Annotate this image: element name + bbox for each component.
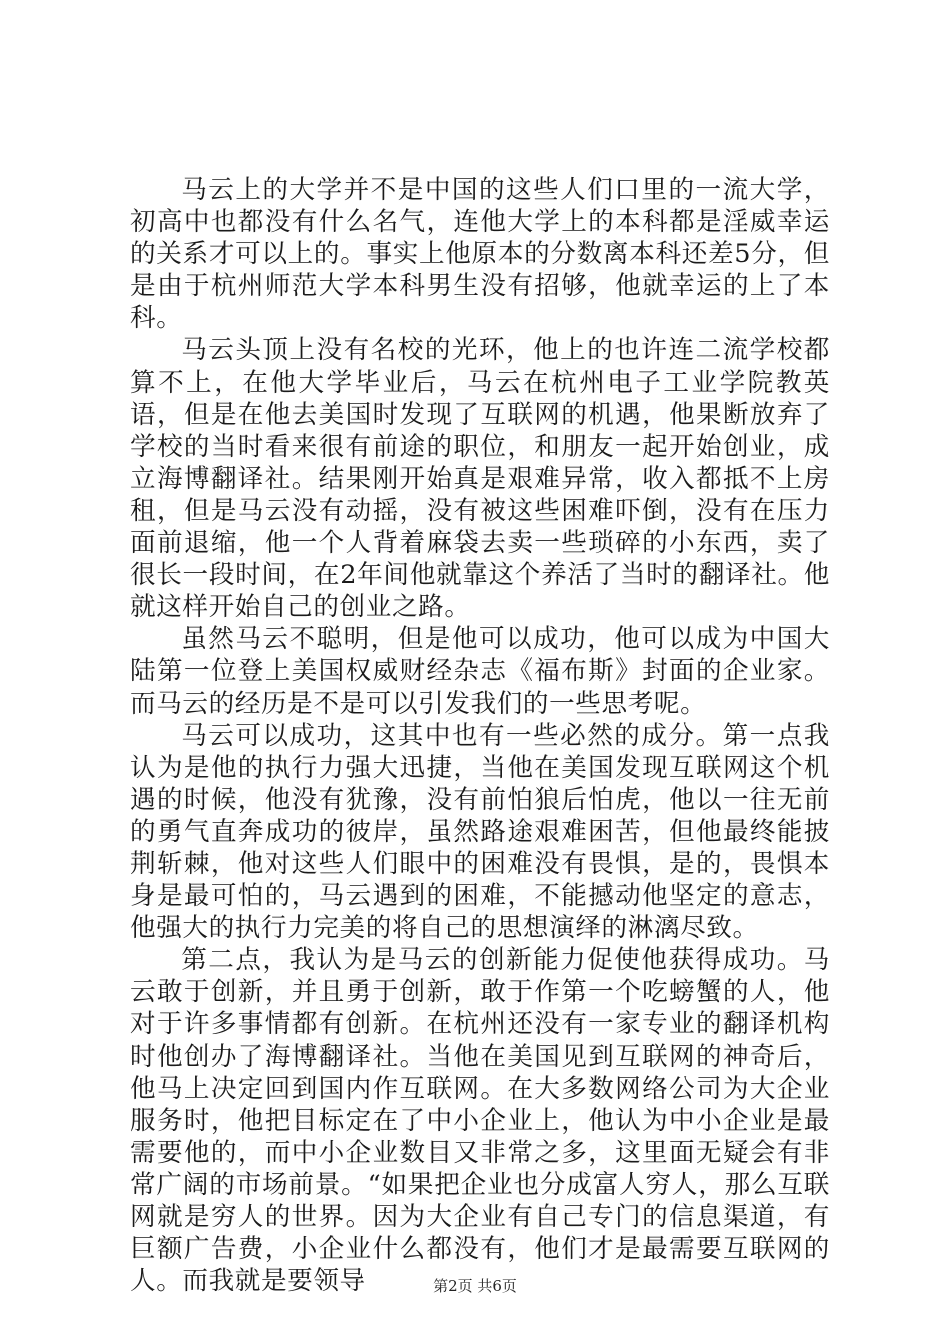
paragraph-5: 第二点，我认为是马云的创新能力促使他获得成功。马云敢于创新，并且勇于创新，敢于作第一个吃螃蟹的人，他对于许多事情都有创新。在杭州还没有一家专业的翻译机构时他创办了海博翻译社。当他在美国见到互联网的神奇后，他马上决定回到国内作互联网。在大多数网络公司为大企业服务时，他把目标定在了中小企业上，他认为中小企业是最需要他的，而中小企业数目又非常之多，这里面无疑会有非常广阔的市场前景。“如果把企业也分成富人穷人，那么互联网就是穷人的世界。因为大企业有自己专门的信息渠道，有巨额广告费，小企业什么都没有，他们才是最需要互联网的人。而我就是要领导 — [130, 945, 830, 1297]
paragraph-2: 马云头顶上没有名校的光环，他上的也许连二流学校都算不上，在他大学毕业后，马云在杭州电子工业学院教英语，但是在他去美国时发现了互联网的机遇，他果断放弃了学校的当时看来很有前途的职位，和朋友一起开始创业，成立海博翻译社。结果刚开始真是艰难异常，收入都抵不上房租，但是马云没有动摇，没有被这些困难吓倒，没有在压力面前退缩，他一个人背着麻袋去卖一些琐碎的小东西，卖了很长一段时间，在2年间他就靠这个养活了当时的翻译社。他就这样开始自己的创业之路。 — [130, 335, 830, 623]
paragraph-1: 马云上的大学并不是中国的这些人们口里的一流大学，初高中也都没有什么名气，连他大学上的本科都是淫威幸运的关系才可以上的。事实上他原本的分数离本科还差5分，但是由于杭州师范大学本科男生没有招够，他就幸运的上了本科。 — [130, 175, 830, 334]
body-text — [130, 174, 830, 1297]
paragraph-4: 马云可以成功，这其中也有一些必然的成分。第一点我认为是他的执行力强大迅捷，当他在美国发现互联网这个机遇的时候，他没有犹豫，没有前怕狼后怕虎，他以一往无前的勇气直奔成功的彼岸，虽然路途艰难困苦，但他最终能披荆斩棘，他对这些人们眼中的困难没有畏惧，是的，畏惧本身是最可怕的，马云遇到的困难，不能撼动他坚定的意志，他强大的执行力完美的将自己的思想演绎的淋漓尽致。 — [130, 720, 830, 944]
paragraph-3: 虽然马云不聪明，但是他可以成功，他可以成为中国大陆第一位登上美国权威财经杂志《福布斯》封面的企业家。而马云的经历是不是可以引发我们的一些思考呢。 — [130, 624, 830, 719]
page-number-footer: 第2页 共6页 — [433, 1277, 517, 1295]
